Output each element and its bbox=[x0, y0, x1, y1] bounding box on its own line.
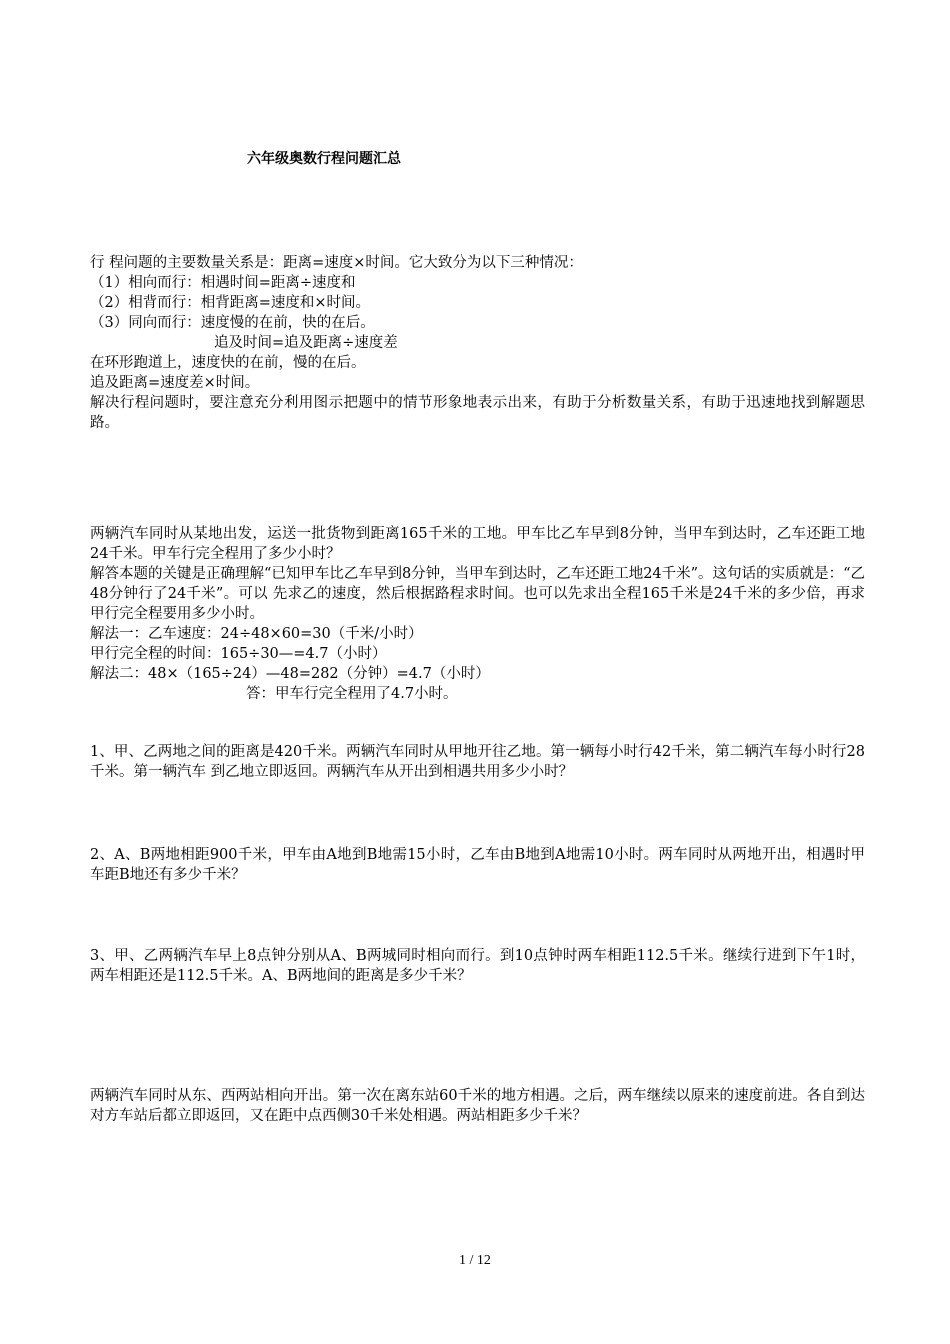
intro-line: 在环形跑道上，速度快的在前，慢的在后。 bbox=[90, 355, 366, 371]
question-4 bbox=[90, 1086, 865, 1126]
page-number: 1 / 12 bbox=[459, 1253, 491, 1268]
intro-section bbox=[90, 253, 865, 433]
question-text: 2、A、B两地相距900千米，甲车由A地到B地需15小时，乙车由B地到A地需10小时。两车同时从两地开出，相遇时甲车距B地还有多少千米？ bbox=[90, 847, 865, 883]
intro-paragraph: 解决行程问题时，要注意充分利用图示把题中的情节形象地表示出来，有助于分析数量关系，有助于迅速地找到解题思路。 bbox=[90, 395, 865, 431]
question-text: 3、甲、乙两辆汽车早上8点钟分别从A、B两城同时相向而行。到10点钟时两车相距112.5千米。继续行进到下午1时，两车相距还是112.5千米。A、B两地间的距离是多少千米？ bbox=[90, 948, 865, 984]
question-text: 1、甲、乙两地之间的距离是420千米。两辆汽车同时从甲地开往乙地。第一辆每小时行42千米，第二辆汽车每小时行28千米。第一辆汽车 到乙地立即返回。两辆汽车从开出到相遇共用多少小时？ bbox=[90, 744, 865, 780]
intro-line: 追及距离=速度差×时间。 bbox=[90, 375, 260, 391]
example-analysis: 解答本题的关键是正确理解“已知甲车比乙车早到8分钟，当甲车到达时，乙车还距工地24千米”。这句话的实质就是：“乙48分钟行了24千米”。可以 先求乙的速度，然后根据路程求时间。也可以先求出全程165千米是24千米的多少倍，再求甲行完全程要用多少小时。 bbox=[90, 566, 865, 622]
solution-line: 甲行完全程的时间：165÷30—=4.7（小时） bbox=[90, 646, 387, 662]
intro-line: （3）同向而行：速度慢的在前，快的在后。 bbox=[90, 315, 375, 331]
intro-line: 追及时间=追及距离÷速度差 bbox=[214, 335, 398, 351]
question-1 bbox=[90, 742, 865, 782]
answer-line: 答：甲车行完全程用了4.7小时。 bbox=[246, 686, 458, 702]
intro-line: （1）相向而行：相遇时间=距离÷速度和 bbox=[90, 275, 356, 291]
document-title: 六年级奥数行程问题汇总 bbox=[247, 151, 401, 167]
question-text: 两辆汽车同时从东、西两站相向开出。第一次在离东站60千米的地方相遇。之后，两车继续以原来的速度前进。各自到达对方车站后都立即返回，又在距中点西侧30千米处相遇。两站相距多少千米？ bbox=[90, 1088, 865, 1124]
solution-line: 解法二：48×（165÷24）—48=282（分钟）=4.7（小时） bbox=[90, 666, 490, 682]
solution-line: 解法一：乙车速度：24÷48×60=30（千米/小时） bbox=[90, 626, 423, 642]
question-3 bbox=[90, 946, 865, 986]
question-2 bbox=[90, 845, 865, 885]
example-question: 两辆汽车同时从某地出发，运送一批货物到距离165千米的工地。甲车比乙车早到8分钟，当甲车到达时，乙车还距工地24千米。甲车行完全程用了多少小时？ bbox=[90, 526, 865, 562]
intro-line: （2）相背而行：相背距离=速度和×时间。 bbox=[90, 295, 371, 311]
example-section bbox=[90, 524, 865, 704]
intro-line: 行 程问题的主要数量关系是：距离=速度×时间。它大致分为以下三种情况： bbox=[90, 255, 583, 271]
